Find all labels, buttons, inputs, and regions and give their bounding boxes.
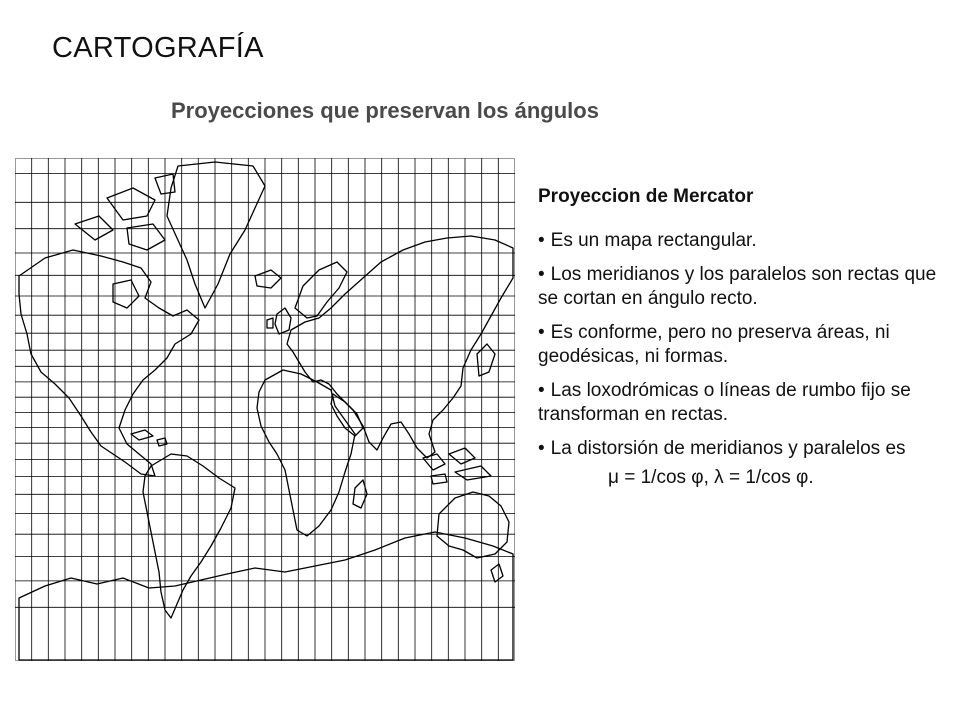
bullet-text: Es un mapa rectangular.	[550, 230, 757, 251]
section-heading: Proyeccion de Mercator	[538, 186, 754, 207]
distortion-formula: μ = 1/cos φ, λ = 1/cos φ.	[608, 467, 814, 488]
bullet-marker: •	[538, 264, 545, 285]
bullet-text: Las loxodrómicas o líneas de rumbo fijo se transforman en rectas.	[538, 380, 911, 425]
bullet-item	[538, 321, 943, 369]
bullet-marker: •	[538, 322, 545, 343]
bullet-text: Los meridianos y los paralelos son rectas que se cortan en ángulo recto.	[538, 264, 937, 309]
mercator-map	[15, 158, 515, 661]
bullet-marker: •	[538, 438, 545, 459]
bullet-item	[538, 263, 943, 311]
bullet-item	[538, 229, 943, 253]
bullet-marker: •	[538, 230, 545, 251]
slide-subtitle: Proyecciones que preservan los ángulos	[171, 98, 599, 123]
slide-title: CARTOGRAFÍA	[52, 32, 264, 64]
bullet-text: Es conforme, pero no preserva áreas, ni geodésicas, ni formas.	[538, 322, 890, 367]
text-content	[538, 186, 943, 489]
mercator-map-svg	[15, 158, 515, 661]
bullet-item	[538, 437, 943, 461]
bullet-marker: •	[538, 380, 545, 401]
bullet-text: La distorsión de meridianos y paralelos es	[550, 438, 906, 459]
bullet-item	[538, 379, 943, 427]
bullet-list	[538, 229, 943, 461]
